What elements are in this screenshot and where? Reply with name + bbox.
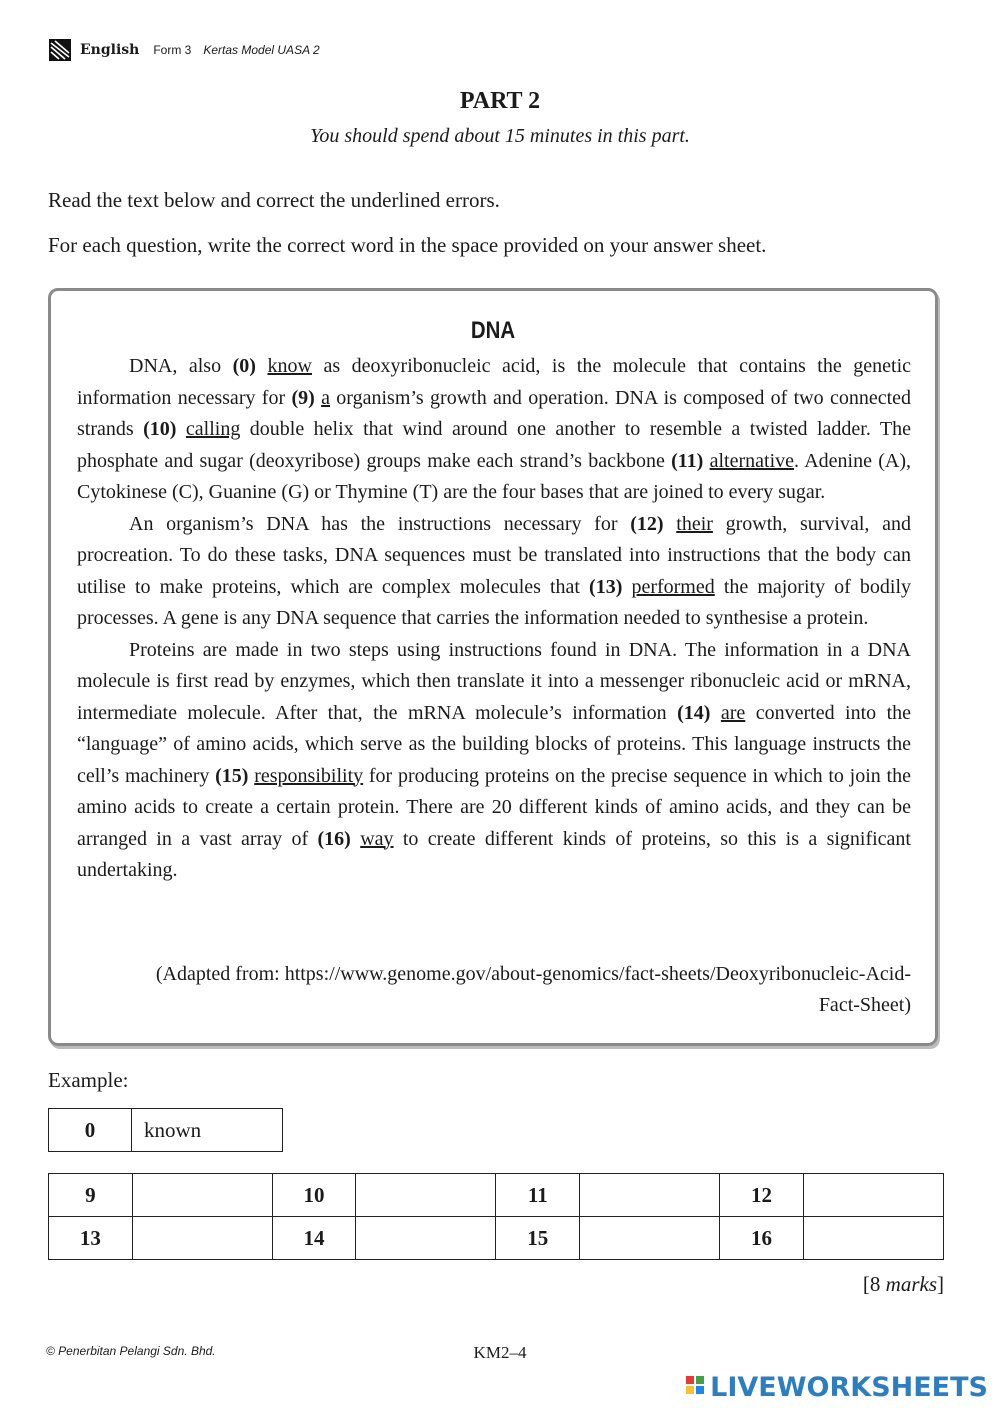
page-number: KM2–4 bbox=[473, 1343, 527, 1362]
part-subtitle: You should spend about 15 minutes in this part. bbox=[310, 125, 690, 147]
text-run: An organism’s DNA has the instructions necessary for bbox=[129, 512, 631, 535]
underlined-error: calling bbox=[185, 418, 241, 440]
underlined-error: performed bbox=[631, 575, 715, 598]
text-title: DNA bbox=[470, 317, 516, 344]
underlined-error: are bbox=[720, 701, 746, 724]
text-run: DNA, also bbox=[129, 355, 233, 377]
paragraph-2 bbox=[77, 509, 911, 635]
marks-label bbox=[863, 1272, 944, 1297]
marks-prefix: [8 bbox=[862, 1272, 886, 1296]
form-label: Form 3 bbox=[153, 43, 192, 57]
question-number: (10) bbox=[143, 418, 177, 440]
publisher-label: © Penerbitan Pelangi Sdn. Bhd. bbox=[46, 1344, 216, 1358]
example-answer: known bbox=[132, 1109, 283, 1152]
source-line: (Adapted from: https://www.genome.gov/about-genomics/fact-sheets/Deoxyribonucleic-Acid- bbox=[155, 963, 911, 985]
question-number: (13) bbox=[589, 575, 623, 598]
question-number-cell: 12 bbox=[720, 1174, 804, 1217]
source-line: Fact-Sheet) bbox=[818, 994, 911, 1016]
question-number: (9) bbox=[291, 386, 315, 409]
underlined-error: alternative bbox=[709, 449, 795, 472]
source-citation bbox=[81, 959, 911, 1021]
book-icon bbox=[48, 38, 72, 62]
part-title: PART 2 bbox=[459, 88, 541, 114]
underlined-error: know bbox=[267, 355, 312, 377]
question-number: (12) bbox=[630, 512, 664, 535]
question-number: (11) bbox=[671, 449, 704, 472]
question-number-cell: 16 bbox=[720, 1217, 804, 1260]
text-box bbox=[48, 288, 938, 1046]
text-run: organism’s growth and operation. DNA is composed of two connected strands bbox=[77, 386, 912, 440]
question-number: (0) bbox=[232, 355, 256, 377]
example-table bbox=[48, 1108, 283, 1152]
question-number: (16) bbox=[317, 827, 351, 850]
text-run: the majority of bodily processes. A gene is any DNA sequence that carries the information needed to synthesise a protein. bbox=[77, 575, 911, 629]
example-number: 0 bbox=[49, 1109, 132, 1152]
question-number-cell: 9 bbox=[49, 1174, 133, 1217]
brand-name: LIVEWORKSHEETS bbox=[710, 1372, 988, 1403]
marks-word: marks bbox=[885, 1272, 937, 1296]
answer-cell[interactable] bbox=[803, 1174, 943, 1217]
paragraph-3 bbox=[77, 635, 911, 887]
text-run: double helix that wind around one another to resemble a twisted ladder. The phosphate and sugar (deoxyribose) groups make each strand’s backbone bbox=[77, 418, 912, 472]
passage bbox=[77, 351, 911, 887]
text-run: . Adenine (A), Cytokinese (C), Guanine (G) or Thymine (T) are the four bases that are joined to every sugar. bbox=[77, 449, 911, 503]
instruction-1: Read the text below and correct the underlined errors. bbox=[48, 188, 500, 212]
subject-label: English bbox=[80, 42, 140, 58]
question-number-cell: 15 bbox=[496, 1217, 580, 1260]
question-number: (14) bbox=[677, 701, 711, 724]
instruction-2: For each question, write the correct word in the space provided on your answer sheet. bbox=[48, 233, 767, 257]
page-header bbox=[48, 38, 320, 62]
question-number-cell: 13 bbox=[49, 1217, 133, 1260]
question-number-cell: 14 bbox=[272, 1217, 356, 1260]
answer-cell[interactable] bbox=[803, 1217, 943, 1260]
text-run: as deoxyribonucleic acid, is the molecule that contains the genetic information necessary for bbox=[77, 355, 912, 409]
answer-cell[interactable] bbox=[132, 1174, 272, 1217]
question-number: (15) bbox=[215, 764, 249, 787]
paper-label: Kertas Model UASA 2 bbox=[203, 43, 320, 57]
question-number-cell: 10 bbox=[272, 1174, 356, 1217]
answer-cell[interactable] bbox=[132, 1217, 272, 1260]
underlined-error: their bbox=[676, 512, 713, 535]
text-run: for producing proteins on the precise sequence in which to join the amino acids to create a certain protein. There are 20 different kinds of amino acids, and they can be arranged in a vast array of bbox=[77, 764, 911, 850]
question-number-cell: 11 bbox=[496, 1174, 580, 1217]
underlined-error: a bbox=[321, 386, 330, 409]
table-row bbox=[49, 1174, 944, 1217]
text-run: Proteins are made in two steps using instructions found in DNA. The information in a DNA molecule is first read by enzymes, which then translate it into a messenger ribonucleic acid or mRNA, intermediate molecule. After that, the mRNA molecule’s information bbox=[77, 638, 911, 724]
example-label: Example: bbox=[48, 1068, 129, 1092]
text-run: growth, survival, and procreation. To do these tasks, DNA sequences must be translated into instructions that the body can utilise to make proteins, which are complex molecules that bbox=[77, 512, 912, 598]
liveworksheets-icon bbox=[686, 1376, 706, 1400]
answer-cell[interactable] bbox=[356, 1174, 496, 1217]
table-row bbox=[49, 1217, 944, 1260]
paragraph-1 bbox=[77, 351, 911, 509]
underlined-error: way bbox=[360, 827, 394, 850]
underlined-error: responsibility bbox=[254, 764, 364, 787]
text-run: converted into the “language” of amino acids, which serve as the building blocks of proteins. This language instructs the cell’s machinery bbox=[77, 701, 912, 787]
marks-suffix: ] bbox=[937, 1272, 944, 1296]
answer-cell[interactable] bbox=[356, 1217, 496, 1260]
answer-cell[interactable] bbox=[580, 1217, 720, 1260]
liveworksheets-logo[interactable] bbox=[686, 1372, 988, 1403]
answer-table bbox=[48, 1173, 944, 1260]
table-row bbox=[49, 1109, 283, 1152]
answer-cell[interactable] bbox=[580, 1174, 720, 1217]
text-run: to create different kinds of proteins, so this is a significant undertaking. bbox=[77, 827, 911, 881]
